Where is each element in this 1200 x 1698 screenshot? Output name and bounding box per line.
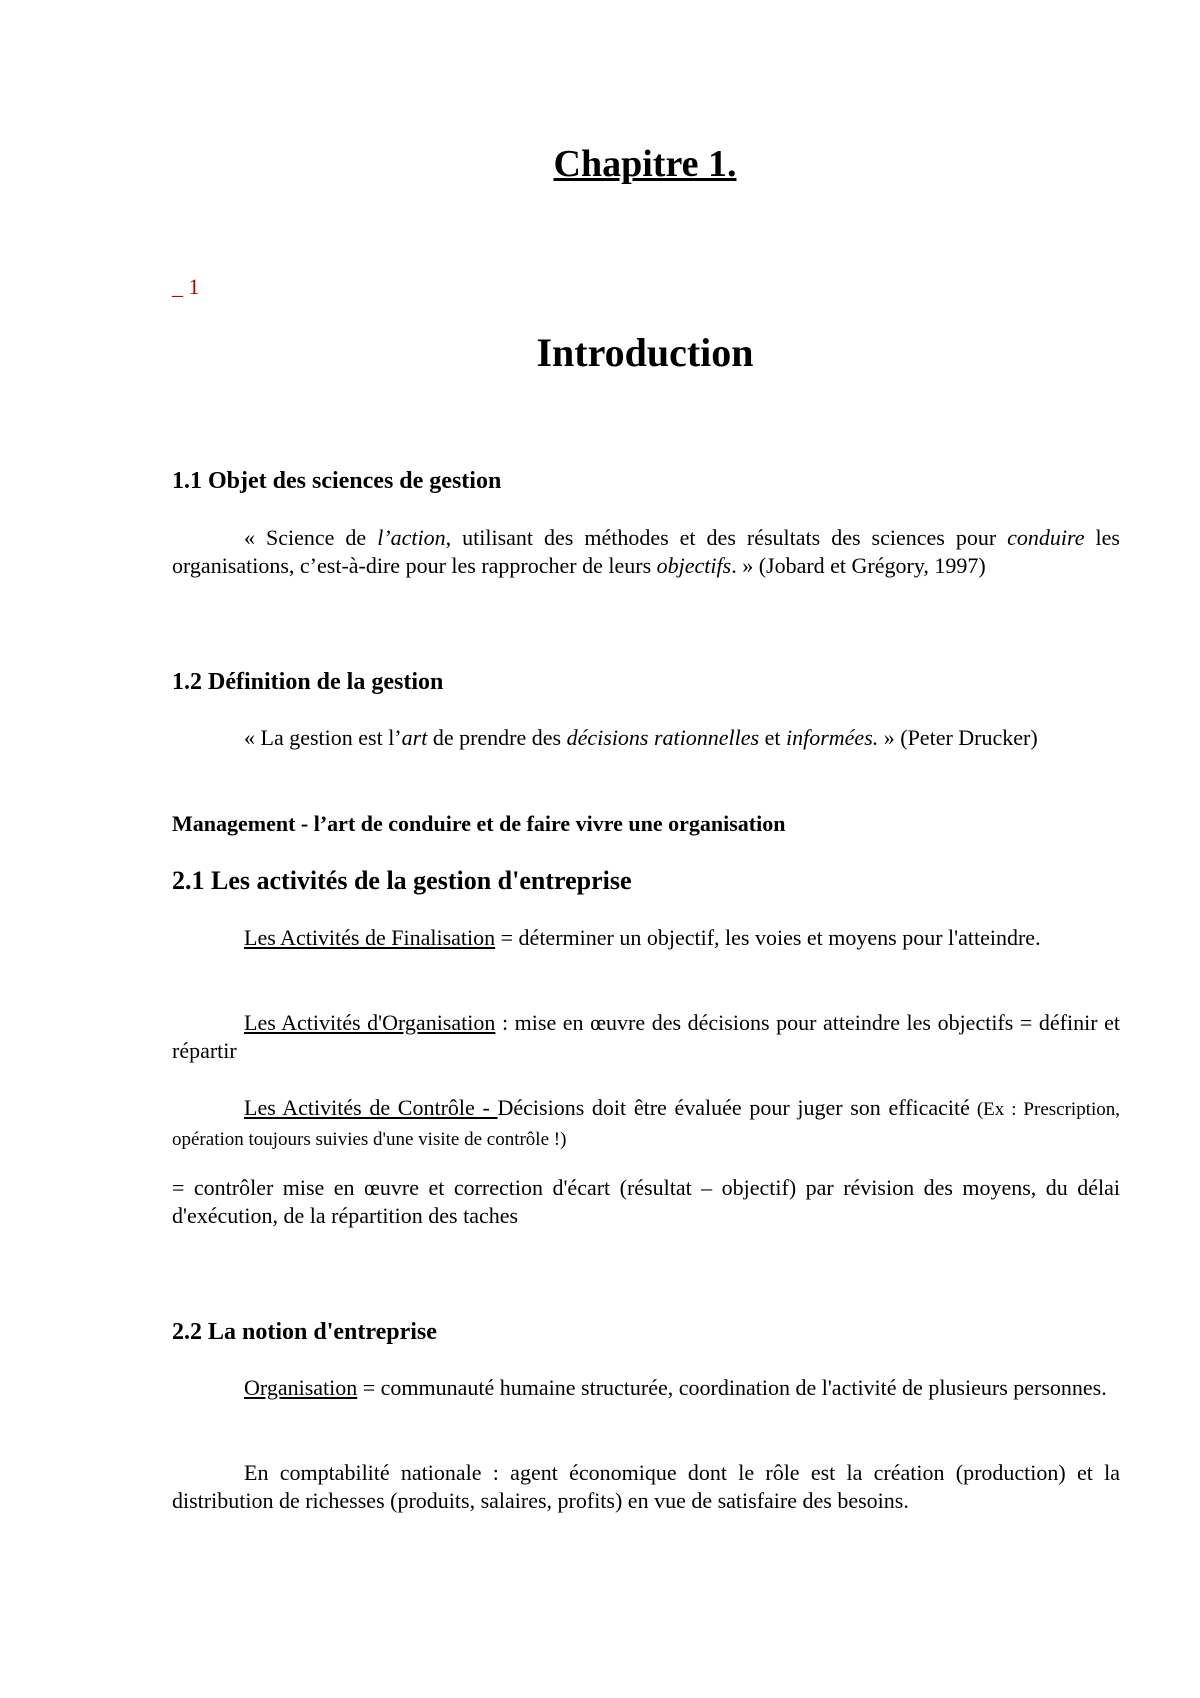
finalisation-label: Les Activités de Finalisation xyxy=(244,925,496,950)
comptabilite-paragraph: En comptabilité nationale : agent économique dont le rôle est la création (production) et la distribution de richesses (produits, salaires, profits) en vue de satisfaire des besoins. xyxy=(172,1460,1120,1513)
controle-definition: = contrôler mise en œuvre et correction d'écart (résultat – objectif) par révision des moyens, du délai d'exécution, de la répartition des taches xyxy=(172,1175,1120,1228)
organisation-definition xyxy=(172,1374,1120,1402)
red-marker: _ 1 xyxy=(172,274,200,299)
quote-text: de prendre des xyxy=(427,725,567,750)
quote-text: , utilisant des méthodes et des résultats des sciences pour xyxy=(445,525,1008,550)
quote-text: » (Peter Drucker) xyxy=(878,725,1038,750)
quote-text: « Science de xyxy=(244,525,378,550)
controle-paragraph xyxy=(172,1094,1120,1154)
organisation-paragraph xyxy=(172,1009,1120,1065)
finalisation-paragraph xyxy=(172,924,1120,952)
quote-italic: informées. xyxy=(785,725,879,750)
section-1-1-heading: 1.1 Objet des sciences de gestion xyxy=(172,468,502,494)
section-2-1-heading: 2.1 Les activités de la gestion d'entreprise xyxy=(172,866,632,895)
quote-italic: décisions rationnelles xyxy=(566,725,760,750)
finalisation-text: = déterminer un objectif, les voies et moyens pour l'atteindre. xyxy=(495,925,1041,950)
controle-example: (Ex : Prescription, opération toujours suivies d'une visite de contrôle !) xyxy=(172,1099,1121,1150)
section-1-2-heading: 1.2 Définition de la gestion xyxy=(172,669,444,695)
section-1-1-quote xyxy=(172,524,1120,580)
quote-text: les organisations, c’est-à-dire pour les rapprocher de leurs xyxy=(172,525,1120,578)
controle-text: Décisions doit être évaluée pour juger son efficacité xyxy=(497,1095,970,1120)
organisation-term-text: = communauté humaine structurée, coordination de l'activité de plusieurs personnes. xyxy=(357,1375,1107,1400)
quote-text: « La gestion est l’ xyxy=(244,725,402,750)
management-definition: Management - l’art de conduire et de faire vivre une organisation xyxy=(172,811,786,836)
organisation-term: Organisation xyxy=(244,1375,358,1400)
section-2-2-heading: 2.2 La notion d'entreprise xyxy=(172,1319,437,1345)
section-1-2-quote xyxy=(172,724,1120,752)
quote-italic: art xyxy=(401,725,428,750)
controle-label: Les Activités de Contrôle - xyxy=(244,1095,498,1120)
quote-italic: conduire xyxy=(1007,525,1085,550)
organisation-label: Les Activités d'Organisation xyxy=(244,1010,496,1035)
main-title: Introduction xyxy=(536,330,754,375)
quote-text: . » (Jobard et Grégory, 1997) xyxy=(731,553,986,578)
organisation-text: : mise en œuvre des décisions pour atteindre les objectifs = définir et répartir xyxy=(172,1010,1121,1063)
quote-italic: l’action xyxy=(377,525,446,550)
quote-italic: objectifs xyxy=(656,553,732,578)
quote-text: et xyxy=(759,725,786,750)
chapter-title: Chapitre 1. xyxy=(553,143,737,185)
